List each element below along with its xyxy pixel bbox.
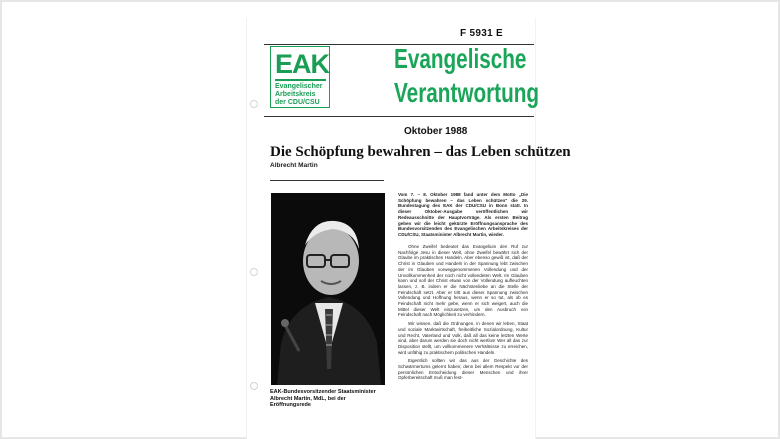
article-body	[398, 244, 528, 384]
body-paragraph-2: Wir wissen, daß die Ordnungen, in denen wir leben, Staat und soziale Marktwirtschaft, freiheitliche Sozialordnung, Kultur und Recht, Vaterland und Volk, daß all das keine letzten Werte sind, aber darum werden sie doch nicht wertlos! Wer all das zur Disposition stellt, um vollkommenere Verhältnisse zu erreichen, wird unfähig zu praktischem politischen Handeln.	[398, 321, 528, 355]
issue-code: F 5931 E	[460, 28, 503, 39]
author-photo	[271, 193, 385, 385]
article-intro: Vom 7. – 8. Oktober 1988 fand unter dem Motto „Die Schöpfung bewahren – das Leben schützen" die 29. Bundestagung des EAK der CDU/CSU in Bonn statt. In dieser Oktober-Ausgabe veröffentlichen wir Redeausschnitte der Hauptvorträge. Als ersten Beitrag geben wir die leicht gekürzte Eröffnungsansprache des Bundesvorsitzenden des Evangelischen Arbeitskreises der CDU/CSU, Staatsminister Albrecht Martin, wieder.	[398, 192, 528, 237]
logo-line-3: der CDU/CSU	[275, 99, 320, 106]
logo-line-2: Arbeitskreis	[275, 91, 316, 98]
issue-month: Oktober 1988	[404, 126, 468, 137]
punch-hole	[250, 100, 258, 108]
punch-hole	[250, 268, 258, 276]
photo-caption	[270, 389, 386, 409]
author-rule	[270, 180, 384, 181]
caption-line-2: Albrecht Martin, MdL, bei der Eröffnungsrede	[270, 395, 346, 409]
punch-hole	[250, 382, 258, 390]
logo-divider	[275, 79, 326, 81]
publication-title-line-1: Evangelische	[394, 43, 527, 74]
portrait-illustration	[271, 193, 385, 385]
body-paragraph-3: Eigentlich sollten wir das aus der Geschichte des Schwärmertums gelernt haben; denn bei allem Respekt vor der persönlichen Entscheidung dieser Menschen und ihrer Opferbereitschaft muß man fest-	[398, 358, 528, 381]
caption-line-1: EAK-Bundesvorsitzender Staatsminister	[270, 389, 376, 395]
eak-logo	[270, 46, 330, 108]
article-author: Albrecht Martin	[270, 162, 318, 169]
body-paragraph-1: Ohne Zweifel bedeutet das Evangelium den Ruf zur Nachfolge Jesu in dieser Welt, ohne Zweifel bewährt sich der Glaube im praktischen Handeln. Aber ebenso gewiß ist, daß der Christ in Glauben und Handeln in der Spannung lebt zwischen der im Glauben vorweggenommenen Vollendung und der Unvollkommenheit der noch nicht vollendeten Welt. Im Glauben kann und soll der Christ etwas von der Vollendung aufleuchten lassen, z. B. indem er die Nächstenliebe an die Stelle der Feindschaft setzt. Aber er tritt aus dieser Spannung zwischen Vollendung und Hoffnung heraus, wenn er so tut, als ob es Feindschaft nicht mehr gebe, wenn er sich weigert, auch die Mittel dieser Welt einzusetzen, um den Ausbruch von Feindschaft nach Möglichkeit zu verhindern.	[398, 244, 528, 318]
article-headline: Die Schöpfung bewahren – das Leben schützen	[270, 144, 571, 160]
publication-title-line-2: Verantwortung	[394, 77, 540, 108]
masthead-rule	[264, 116, 534, 117]
logo-line-1: Evangelischer	[275, 83, 323, 90]
logo-letters: EAK	[275, 49, 330, 79]
